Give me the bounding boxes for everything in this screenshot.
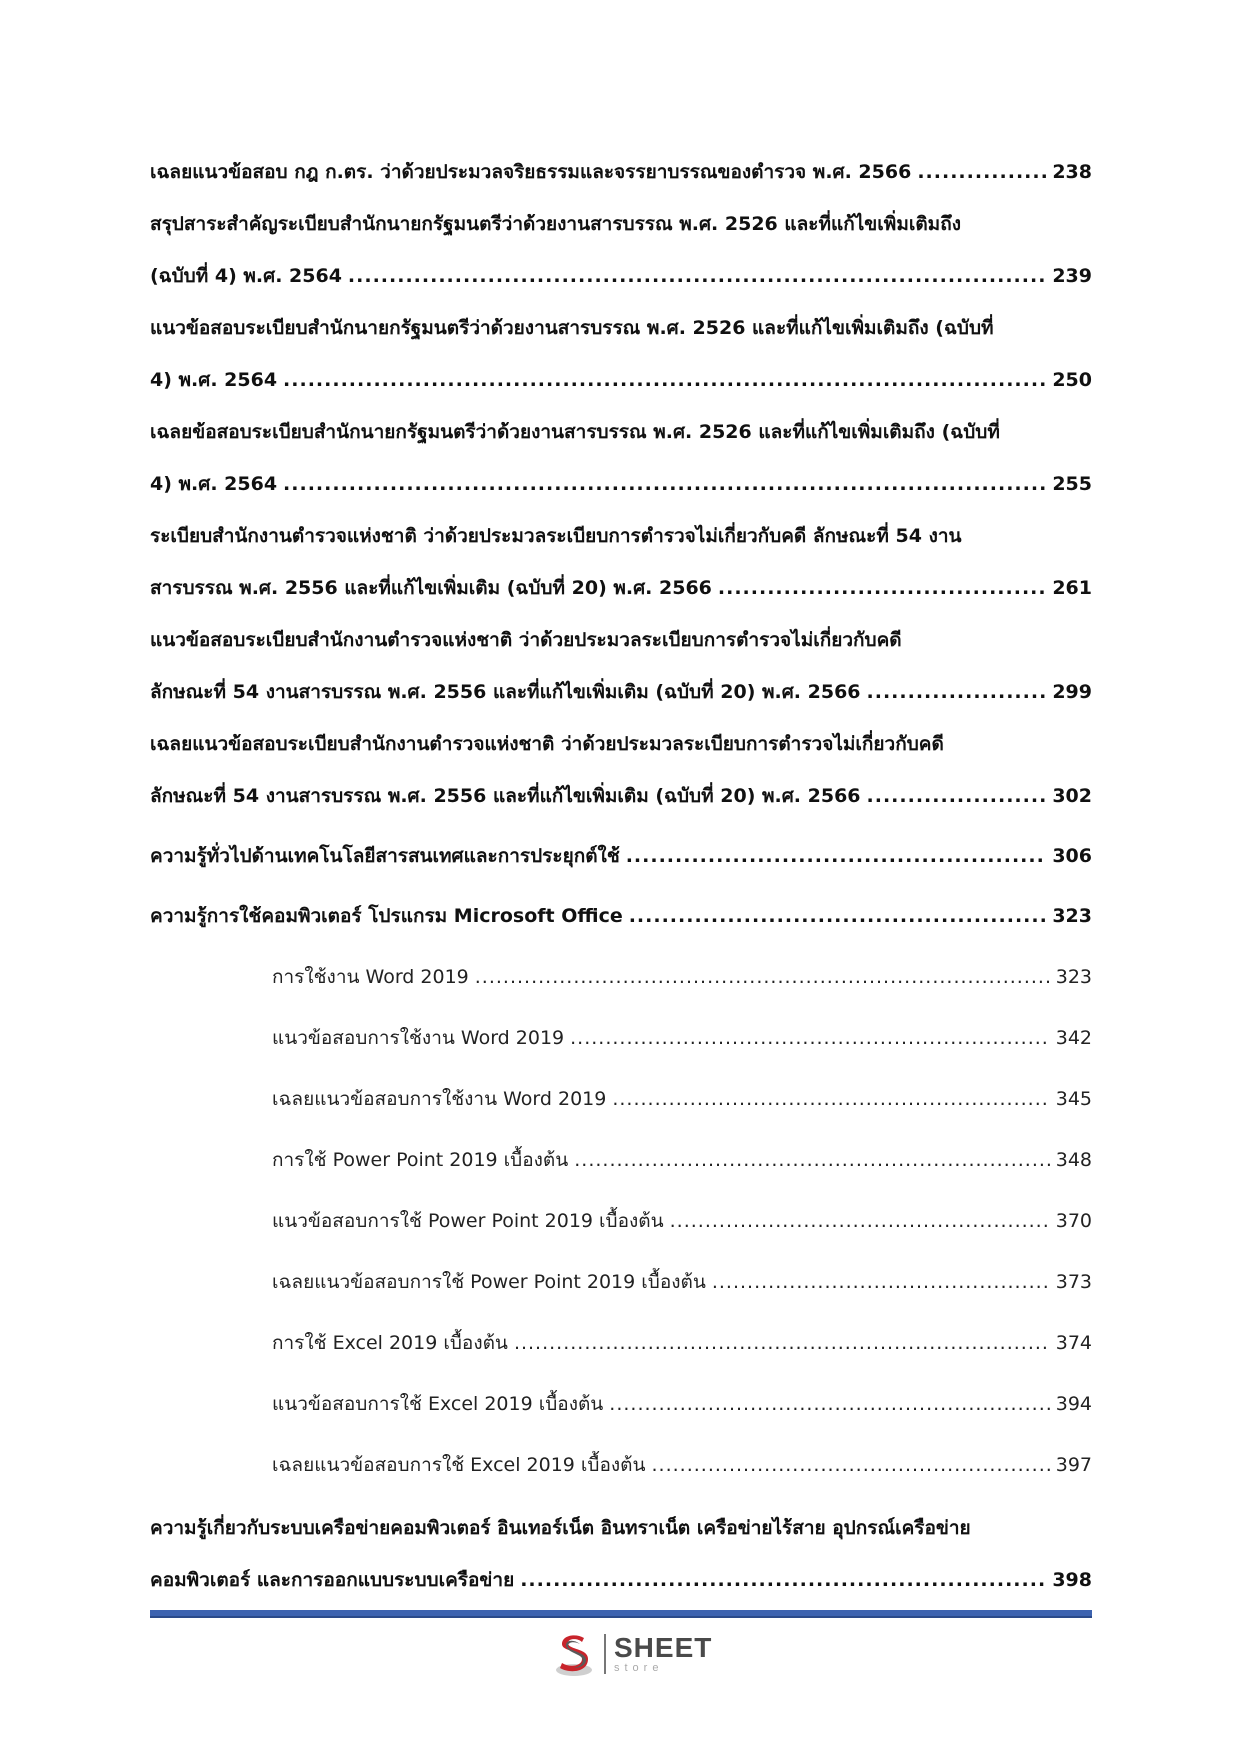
- dot-leader: [520, 1554, 1046, 1606]
- toc-entry[interactable]: [150, 146, 1092, 198]
- toc-page-number: 345: [1055, 1088, 1092, 1110]
- sheet-store-logo: [552, 1628, 712, 1680]
- dot-leader: [867, 770, 1047, 822]
- toc-page-number: 374: [1055, 1332, 1092, 1354]
- toc-title: เฉลยแนวข้อสอบ กฎ ก.ตร. ว่าด้วยประมวลจริยธรรมและจรรยาบรรณของตำรวจ พ.ศ. 2566: [150, 161, 912, 183]
- toc-page-number: 238: [1052, 161, 1092, 183]
- toc-subentry[interactable]: [272, 1134, 1092, 1186]
- toc-entry[interactable]: [150, 890, 1092, 942]
- toc-subtitle: เฉลยแนวข้อสอบการใช้ Excel 2019 เบื้องต้น: [272, 1454, 646, 1476]
- dot-leader: [670, 1195, 1050, 1247]
- toc-title: ความรู้การใช้คอมพิวเตอร์ โปรแกรม Microsoft Office: [150, 905, 623, 927]
- toc-subtitle: การใช้ Excel 2019 เบื้องต้น: [272, 1332, 508, 1354]
- toc-title: ความรู้เกี่ยวกับระบบเครือข่ายคอมพิวเตอร์ อินเทอร์เน็ต อินทราเน็ต เครือข่ายไร้สาย อุปกรณ์เครือข่าย: [150, 1517, 971, 1539]
- toc-title-continued: 4) พ.ศ. 2564: [150, 473, 278, 495]
- toc-line: [150, 302, 1092, 354]
- toc-subtitle: แนวข้อสอบการใช้งาน Word 2019: [272, 1027, 565, 1049]
- toc-subentry[interactable]: [272, 1378, 1092, 1430]
- toc-line: [272, 1012, 1092, 1064]
- toc-entry[interactable]: [150, 1502, 1092, 1606]
- toc-title-continued: 4) พ.ศ. 2564: [150, 369, 278, 391]
- sheet-store-logo-icon: [552, 1630, 596, 1678]
- toc-page-number: 302: [1052, 785, 1092, 807]
- toc-page-number: 373: [1055, 1271, 1092, 1293]
- toc-line: [150, 1502, 1092, 1554]
- toc-line: [150, 354, 1092, 406]
- toc-subentry[interactable]: [272, 1012, 1092, 1064]
- toc-line: [150, 890, 1092, 942]
- toc-line: [150, 830, 1092, 882]
- dot-leader: [609, 1378, 1049, 1430]
- toc-line: [150, 510, 1092, 562]
- toc-line: [150, 458, 1092, 510]
- toc-title-continued: คอมพิวเตอร์ และการออกแบบระบบเครือข่าย: [150, 1569, 515, 1591]
- toc-line: [272, 1134, 1092, 1186]
- toc-page-number: 323: [1052, 905, 1092, 927]
- dot-leader: [718, 562, 1046, 614]
- toc-line: [150, 1554, 1092, 1606]
- toc-title-continued: (ฉบับที่ 4) พ.ศ. 2564: [150, 265, 342, 287]
- toc-line: [150, 406, 1092, 458]
- toc-line: [150, 198, 1092, 250]
- dot-leader: [283, 354, 1046, 406]
- toc-entry[interactable]: [150, 830, 1092, 882]
- toc-line: [272, 1195, 1092, 1247]
- toc-line: [150, 718, 1092, 770]
- toc-title: ระเบียบสำนักงานตำรวจแห่งชาติ ว่าด้วยประมวลระเบียบการตำรวจไม่เกี่ยวกับคดี ลักษณะที่ 54 งาน: [150, 525, 962, 547]
- toc-page-number: 255: [1052, 473, 1092, 495]
- toc-subtitle: การใช้งาน Word 2019: [272, 966, 469, 988]
- dot-leader: [348, 250, 1046, 302]
- toc-line: [272, 1439, 1092, 1491]
- dot-leader: [626, 830, 1047, 882]
- dot-leader: [283, 458, 1046, 510]
- dot-leader: [712, 1256, 1050, 1308]
- toc-entry[interactable]: [150, 302, 1092, 406]
- toc-entry[interactable]: [150, 718, 1092, 822]
- toc-line: [272, 1256, 1092, 1308]
- toc-line: [150, 614, 1092, 666]
- dot-leader: [514, 1317, 1050, 1369]
- toc-subentry[interactable]: [272, 951, 1092, 1003]
- toc-line: [272, 1317, 1092, 1369]
- toc-line: [150, 146, 1092, 198]
- dot-leader: [629, 890, 1047, 942]
- toc-title: แนวข้อสอบระเบียบสำนักนายกรัฐมนตรีว่าด้วยงานสารบรรณ พ.ศ. 2526 และที่แก้ไขเพิ่มเติมถึง (ฉบับที่: [150, 317, 994, 339]
- logo-brand: SHEET: [614, 1632, 713, 1663]
- toc-title: สรุปสาระสำคัญระเบียบสำนักนายกรัฐมนตรีว่าด้วยงานสารบรรณ พ.ศ. 2526 และที่แก้ไขเพิ่มเติมถึง: [150, 213, 961, 235]
- toc-page-number: 348: [1055, 1149, 1092, 1171]
- toc-entry[interactable]: [150, 406, 1092, 510]
- dot-leader: [475, 951, 1050, 1003]
- toc-entry[interactable]: [150, 614, 1092, 718]
- toc-subtitle: เฉลยแนวข้อสอบการใช้งาน Word 2019: [272, 1088, 607, 1110]
- toc-title: เฉลยแนวข้อสอบระเบียบสำนักงานตำรวจแห่งชาติ ว่าด้วยประมวลระเบียบการตำรวจไม่เกี่ยวกับคดี: [150, 733, 944, 755]
- dot-leader: [917, 146, 1046, 198]
- toc-line: [150, 770, 1092, 822]
- toc-entry[interactable]: [150, 198, 1092, 302]
- toc-title: ความรู้ทั่วไปด้านเทคโนโลยีสารสนเทศและการประยุกต์ใช้: [150, 845, 620, 867]
- toc-page-number: 394: [1055, 1393, 1092, 1415]
- toc-title: แนวข้อสอบระเบียบสำนักงานตำรวจแห่งชาติ ว่าด้วยประมวลระเบียบการตำรวจไม่เกี่ยวกับคดี: [150, 629, 902, 651]
- toc-line: [272, 951, 1092, 1003]
- toc-page-number: 306: [1052, 845, 1092, 867]
- toc-subentry[interactable]: [272, 1439, 1092, 1491]
- dot-leader: [652, 1439, 1050, 1491]
- toc-subentry[interactable]: [272, 1317, 1092, 1369]
- toc-page-number: 299: [1052, 681, 1092, 703]
- toc-page-number: 397: [1055, 1454, 1092, 1476]
- toc-entry[interactable]: [150, 510, 1092, 614]
- toc-page-number: 323: [1055, 966, 1092, 988]
- dot-leader: [867, 666, 1047, 718]
- toc-title-continued: ลักษณะที่ 54 งานสารบรรณ พ.ศ. 2556 และที่แก้ไขเพิ่มเติม (ฉบับที่ 20) พ.ศ. 2566: [150, 785, 861, 807]
- footer-rule: [150, 1610, 1092, 1618]
- toc-subtitle: แนวข้อสอบการใช้ Excel 2019 เบื้องต้น: [272, 1393, 604, 1415]
- toc-page-number: 342: [1055, 1027, 1092, 1049]
- toc-subtitle: แนวข้อสอบการใช้ Power Point 2019 เบื้องต้น: [272, 1210, 664, 1232]
- toc-page-number: 261: [1052, 577, 1092, 599]
- toc-page-number: 239: [1052, 265, 1092, 287]
- toc-title-continued: สารบรรณ พ.ศ. 2556 และที่แก้ไขเพิ่มเติม (ฉบับที่ 20) พ.ศ. 2566: [150, 577, 712, 599]
- toc-line: [272, 1378, 1092, 1430]
- toc-page-number: 250: [1052, 369, 1092, 391]
- toc-subtitle: การใช้ Power Point 2019 เบื้องต้น: [272, 1149, 569, 1171]
- toc-subtitle: เฉลยแนวข้อสอบการใช้ Power Point 2019 เบื้องต้น: [272, 1271, 706, 1293]
- toc-page-number: 398: [1052, 1569, 1092, 1591]
- toc-subentry[interactable]: [272, 1073, 1092, 1125]
- toc-line: [150, 666, 1092, 718]
- toc-subentry[interactable]: [272, 1195, 1092, 1247]
- toc-line: [150, 250, 1092, 302]
- dot-leader: [570, 1012, 1050, 1064]
- logo-tagline: store: [614, 1662, 664, 1674]
- toc-title-continued: ลักษณะที่ 54 งานสารบรรณ พ.ศ. 2556 และที่แก้ไขเพิ่มเติม (ฉบับที่ 20) พ.ศ. 2566: [150, 681, 861, 703]
- toc-line: [272, 1073, 1092, 1125]
- toc-page-number: 370: [1055, 1210, 1092, 1232]
- toc-title: เฉลยข้อสอบระเบียบสำนักนายกรัฐมนตรีว่าด้วยงานสารบรรณ พ.ศ. 2526 และที่แก้ไขเพิ่มเติมถึง (ฉบับที่: [150, 421, 1000, 443]
- dot-leader: [574, 1134, 1049, 1186]
- logo-text: [614, 1634, 712, 1674]
- dot-leader: [612, 1073, 1049, 1125]
- toc-line: [150, 562, 1092, 614]
- logo-divider: [604, 1634, 606, 1674]
- toc-subentry[interactable]: [272, 1256, 1092, 1308]
